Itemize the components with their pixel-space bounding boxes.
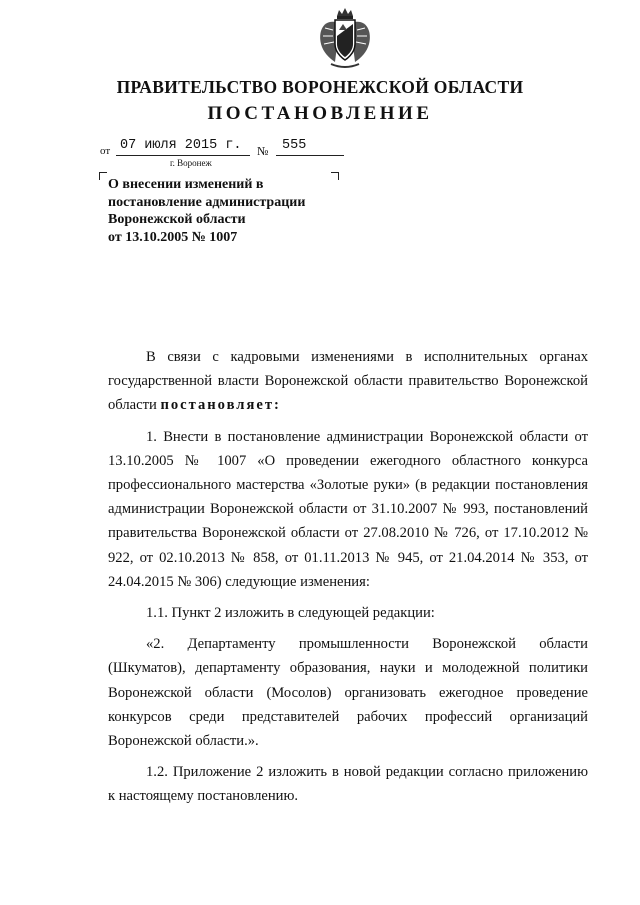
subject-line: постановление администрации — [108, 194, 306, 210]
number-prefix: № — [257, 144, 269, 158]
number-underline — [276, 155, 344, 156]
date-number-row — [0, 138, 640, 162]
decree-subject — [108, 176, 348, 246]
decree-body — [108, 345, 588, 816]
government-title: ПРАВИТЕЛЬСТВО ВОРОНЕЖСКОЙ ОБЛАСТИ — [116, 77, 524, 97]
clause-2-quote-paragraph: «2. Департаменту промышленности Воронежской области (Шкуматов), департаменту образования, науки и молодежной политики Воронежской области (Мосолов) организовать ежегодное проведение конкурсов среди представителей рабочих профессий организаций Воронежской области.». — [108, 636, 588, 750]
city-label: г. Воронеж — [170, 158, 212, 168]
date-prefix: от — [100, 145, 111, 157]
coat-of-arms-emblem — [313, 6, 377, 70]
subject-line: от 13.10.2005 № 1007 — [108, 229, 238, 245]
clause-1-2-paragraph: 1.2. Приложение 2 изложить в новой редакции согласно приложению к настоящему постановлению. — [108, 764, 588, 805]
bracket-top-left — [99, 172, 107, 180]
preamble-paragraph — [108, 345, 588, 418]
clause-1-paragraph: 1. Внести в постановление администрации Воронежской области от 13.10.2005 № 1007 «О проведении ежегодного областного конкурса профессионального мастерства «Золотые руки» (в редакции постановления администрации Воронежской области от 31.10.2007 № 993, постановлений правительства Воронежской области от 27.08.2010 № 726, от 17.10.2012 № 922, от 02.10.2013 № 858, от 01.11.2013 № 945, от 21.04.2014 № 353, от 24.04.2015 № 306) следующие изменения: — [108, 428, 588, 590]
decree-date: 07 июля 2015 г. — [120, 138, 242, 153]
clause-1-1-paragraph: 1.1. Пункт 2 изложить в следующей редакции: — [146, 605, 435, 622]
preamble-text: В связи с кадровыми изменениями в исполнительных органах государственной власти Воронежской области правительство Воронежской области — [108, 349, 588, 414]
subject-line: О внесении изменений в — [108, 177, 264, 192]
document-type-title: ПОСТАНОВЛЕНИЕ — [207, 103, 433, 124]
date-underline — [116, 155, 250, 156]
subject-line: Воронежской области — [108, 212, 246, 227]
decree-number: 555 — [282, 138, 307, 153]
resolves-word: постановляет: — [160, 397, 281, 414]
